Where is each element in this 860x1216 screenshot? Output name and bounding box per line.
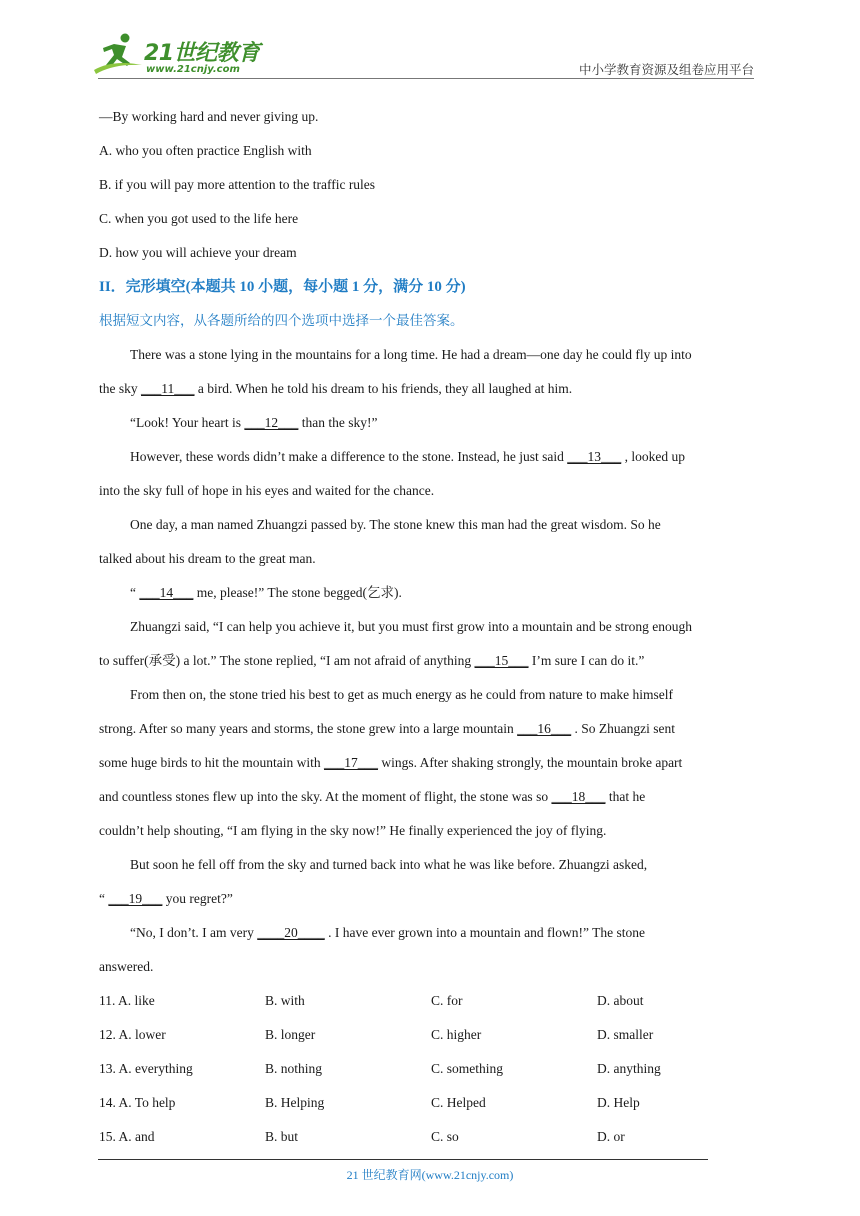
option-c[interactable]: C. so — [431, 1129, 459, 1144]
passage-line: strong. After so many years and storms, the stone grew into a large mountain ___16___ . So Zhuangzi sent — [99, 721, 676, 736]
question-11-options — [99, 984, 763, 1018]
blank-15[interactable]: ___15___ — [474, 653, 529, 668]
logo-text: 21世纪教育 — [144, 41, 260, 66]
passage-line: to suffer(承受) a lot.” The stone replied, “I am not afraid of anything ___15___ I’m sure I can do it.” — [99, 653, 645, 668]
blank-19[interactable]: ___19___ — [108, 891, 163, 906]
option-a[interactable]: 14. A. To help — [99, 1095, 176, 1110]
option-a[interactable]: 13. A. everything — [99, 1061, 193, 1076]
passage-line: From then on, the stone tried his best to get as much energy as he could from nature to make himself — [130, 687, 673, 702]
header-divider — [98, 78, 754, 79]
option-b[interactable]: B. but — [265, 1129, 299, 1144]
blank-16[interactable]: ___16___ — [517, 721, 572, 736]
option-b[interactable]: B. Helping — [265, 1095, 325, 1110]
passage-line: There was a stone lying in the mountains for a long time. He had a dream—one day he could fly up into — [130, 347, 692, 362]
blank-13[interactable]: ___13___ — [567, 449, 622, 464]
site-logo[interactable] — [92, 30, 262, 80]
option-b[interactable]: B. nothing — [265, 1061, 323, 1076]
option-line: B. if you will pay more attention to the traffic rules — [99, 177, 376, 192]
footer-divider — [98, 1159, 708, 1160]
option-a[interactable]: 15. A. and — [99, 1129, 155, 1144]
blank-14[interactable]: ___14___ — [139, 585, 194, 600]
passage-line: But soon he fell off from the sky and turned back into what he was like before. Zhuangzi asked, — [130, 857, 648, 872]
question-13-options — [99, 1052, 763, 1086]
option-b[interactable]: B. longer — [265, 1027, 316, 1042]
question-15-options — [99, 1120, 763, 1154]
option-c[interactable]: C. for — [431, 993, 463, 1008]
section-title: II．完形填空(本题共 10 小题，每小题 1 分，满分 10 分) — [99, 279, 466, 295]
passage-line: “ ___19___ you regret?” — [99, 891, 233, 906]
option-d[interactable]: D. Help — [597, 1095, 640, 1110]
option-c[interactable]: C. something — [431, 1061, 504, 1076]
question-14-options — [99, 1086, 763, 1120]
document-body — [99, 100, 763, 1154]
option-b[interactable]: B. with — [265, 993, 305, 1008]
section-instruction: 根据短文内容，从各题所给的四个选项中选择一个最佳答案。 — [99, 313, 464, 328]
passage-line: However, these words didn’t make a difference to the stone. Instead, he just said ___13___ , looked up — [130, 449, 685, 464]
option-d[interactable]: D. smaller — [597, 1027, 654, 1042]
option-line: D. how you will achieve your dream — [99, 245, 297, 260]
passage-line: talked about his dream to the great man. — [99, 551, 316, 566]
passage-line: One day, a man named Zhuangzi passed by. The stone knew this man had the great wisdom. So he — [130, 517, 661, 532]
page-header — [0, 0, 860, 82]
top-line: —By working hard and never giving up. — [99, 109, 319, 124]
passage-line: the sky ___11___ a bird. When he told his dream to his friends, they all laughed at him. — [99, 381, 573, 396]
option-a[interactable]: 12. A. lower — [99, 1027, 166, 1042]
page-footer[interactable]: 21 世纪教育网(www.21cnjy.com) — [346, 1168, 514, 1182]
passage-line: couldn’t help shouting, “I am flying in the sky now!” He finally experienced the joy of flying. — [99, 823, 607, 838]
header-platform-text: 中小学教育资源及组卷应用平台 — [578, 63, 754, 77]
blank-20[interactable]: ____20____ — [257, 925, 325, 940]
blank-12[interactable]: ___12___ — [244, 415, 299, 430]
question-12-options — [99, 1018, 763, 1052]
passage-line: “No, I don’t. I am very ____20____ . I have ever grown into a mountain and flown!” The stone — [130, 925, 646, 940]
option-d[interactable]: D. about — [597, 993, 644, 1008]
option-a[interactable]: 11. A. like — [99, 993, 155, 1008]
option-c[interactable]: C. Helped — [431, 1095, 486, 1110]
passage-line: “Look! Your heart is ___12___ than the sky!” — [130, 415, 378, 430]
passage-line: “ ___14___ me, please!” The stone begged(乞求). — [130, 585, 402, 600]
passage-line: answered. — [99, 959, 154, 974]
option-line: A. who you often practice English with — [99, 143, 312, 158]
option-d[interactable]: D. anything — [597, 1061, 661, 1076]
blank-11[interactable]: ___11___ — [141, 381, 195, 396]
blank-17[interactable]: ___17___ — [323, 755, 378, 770]
passage-line: some huge birds to hit the mountain with ___17___ wings. After shaking strongly, the mountain broke apart — [99, 755, 683, 770]
runner-logo-icon — [92, 30, 146, 76]
option-line: C. when you got used to the life here — [99, 211, 299, 226]
option-c[interactable]: C. higher — [431, 1027, 482, 1042]
passage-line: Zhuangzi said, “I can help you achieve it, but you must first grow into a mountain and be strong enough — [130, 619, 692, 634]
passage-line: and countless stones flew up into the sky. At the moment of flight, the stone was so ___18___ that he — [99, 789, 646, 804]
blank-18[interactable]: ___18___ — [551, 789, 606, 804]
passage-line: into the sky full of hope in his eyes and waited for the chance. — [99, 483, 435, 498]
logo-url: www.21cnjy.com — [146, 64, 240, 75]
option-d[interactable]: D. or — [597, 1129, 625, 1144]
